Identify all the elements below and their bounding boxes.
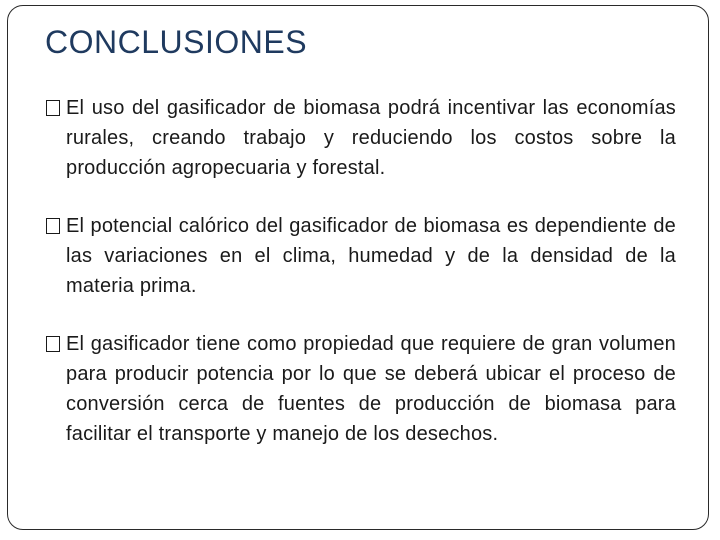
bullet-text-1: El uso del gasificador de biomasa podrá incentivar las economías rurales, creando trabajo y reduciendo los costos sobre la producción agropecuaria y forestal.	[66, 97, 676, 179]
bullet-list	[46, 93, 676, 477]
hollow-square-icon	[46, 100, 60, 116]
hollow-square-icon	[46, 336, 60, 352]
bullet-item-1	[46, 93, 676, 183]
hollow-square-icon	[46, 218, 60, 234]
bullet-item-3	[46, 329, 676, 449]
bullet-text-2: El potencial calórico del gasificador de biomasa es dependiente de las variaciones en el clima, humedad y de la densidad de la materia prima.	[66, 215, 676, 297]
bullet-text-3: El gasificador tiene como propiedad que requiere de gran volumen para producir potencia por lo que se deberá ubicar el proceso de conversión cerca de fuentes de producción de biomasa para facilitar el transporte y manejo de los desechos.	[66, 333, 676, 445]
slide-title: CONCLUSIONES	[45, 24, 308, 60]
bullet-item-2	[46, 211, 676, 301]
